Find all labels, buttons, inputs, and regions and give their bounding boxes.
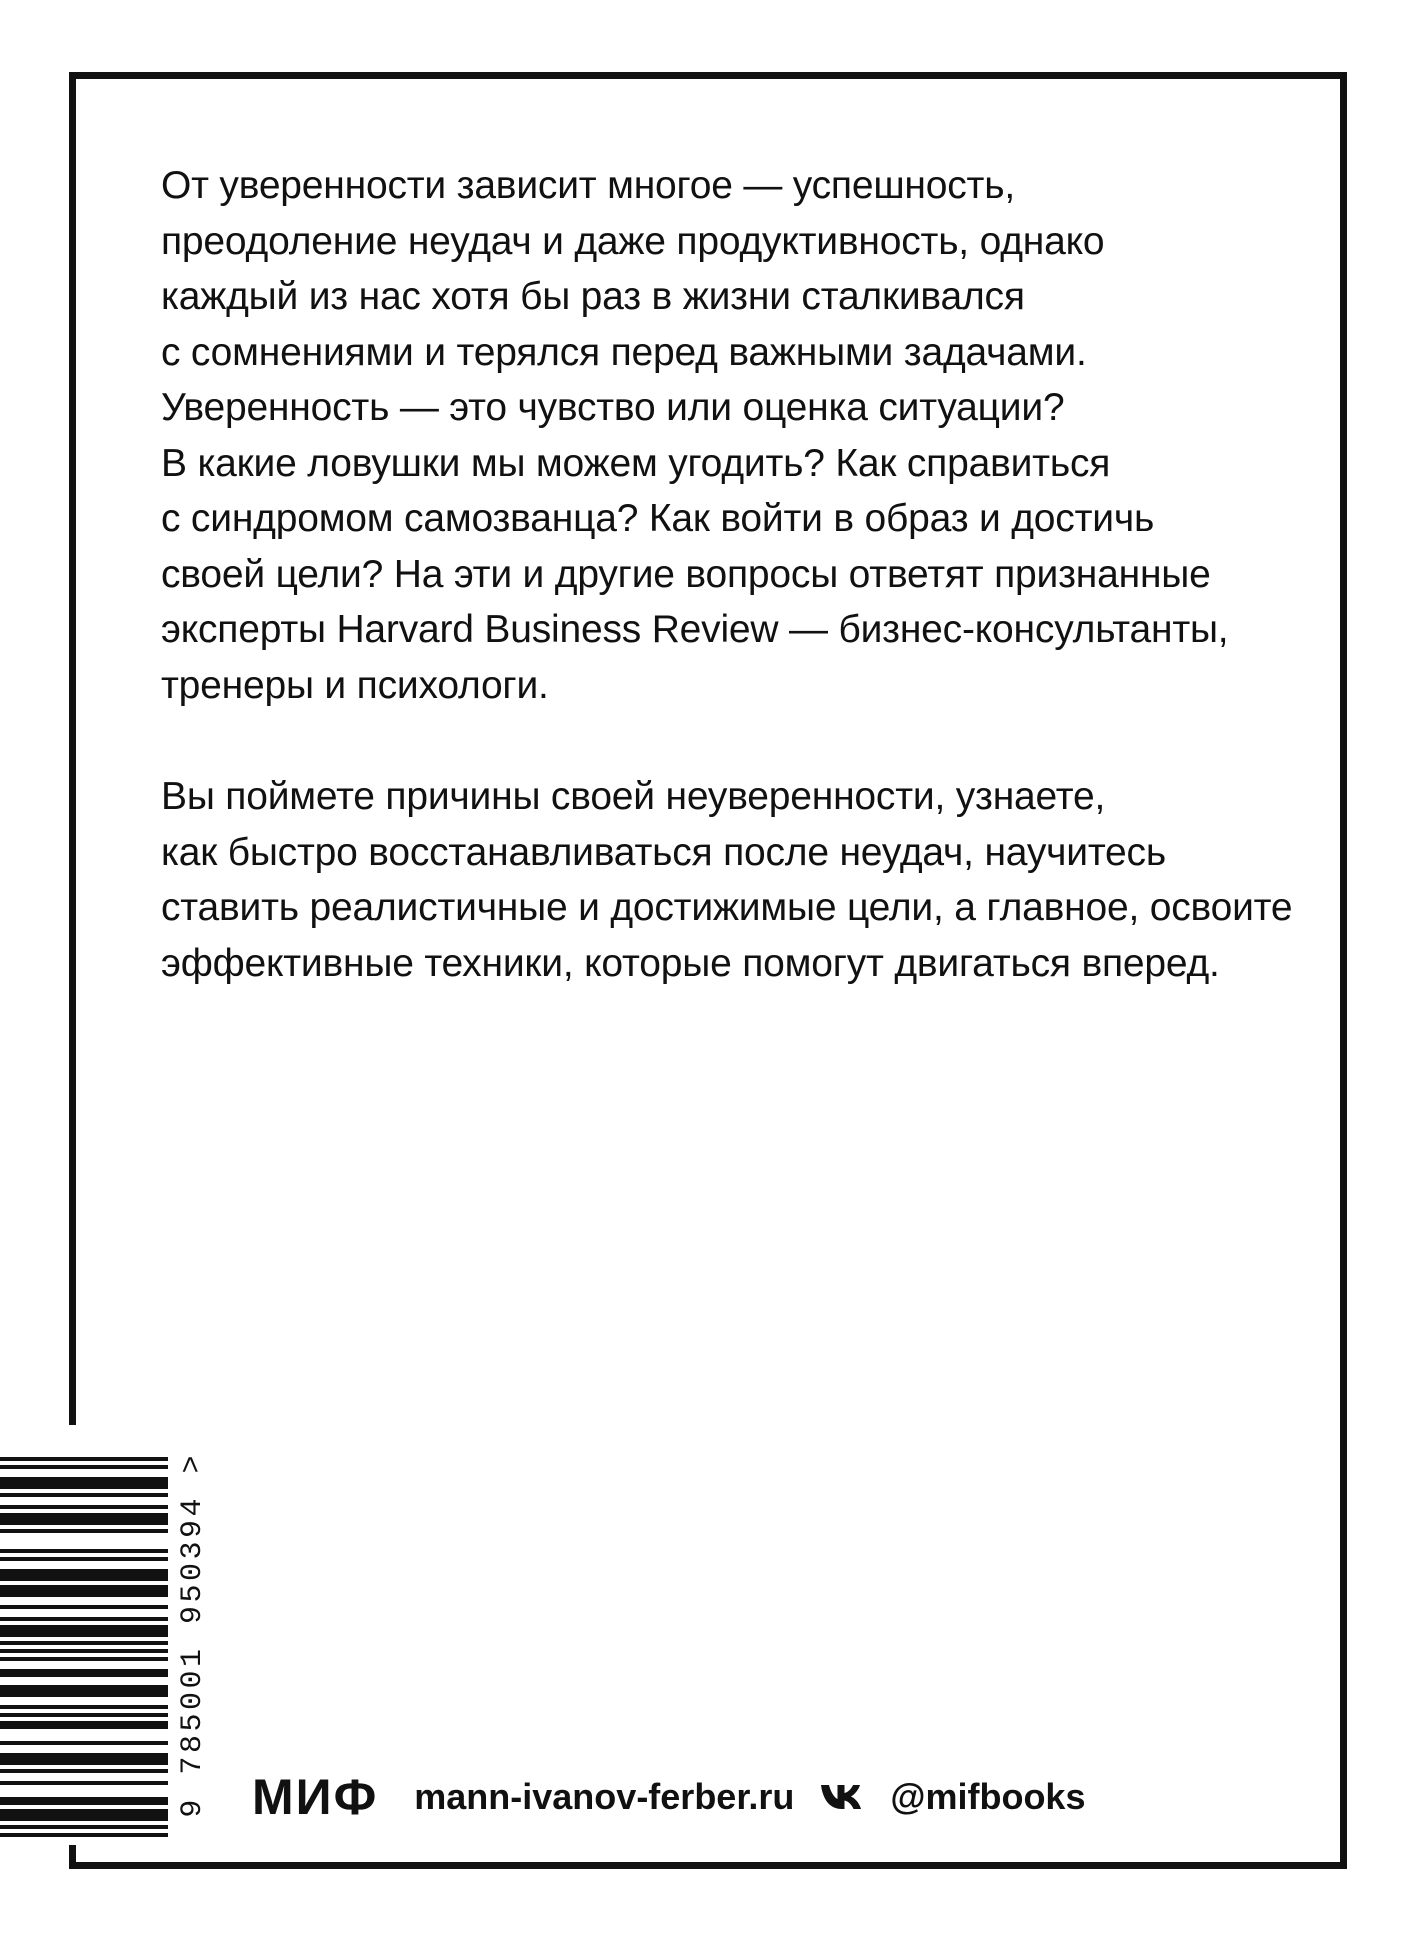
barcode-bar (0, 1761, 168, 1765)
text-line: ставить реалистичные и достижимые цели, а главное, освоите (161, 886, 1293, 929)
barcode-bar (0, 1685, 168, 1689)
text-line: От уверенности зависит многое — успешность, (161, 164, 1015, 207)
barcode-bar (0, 1753, 168, 1757)
barcode-bar (0, 1481, 168, 1485)
barcode-bar (0, 1689, 168, 1693)
barcode-bar (0, 1809, 168, 1813)
publisher-footer (252, 1768, 1085, 1826)
barcode-bar (0, 1505, 168, 1509)
barcode-bar (0, 1725, 168, 1729)
vk-icon[interactable] (820, 1782, 870, 1812)
barcode-bar (0, 1629, 168, 1633)
barcode-bar (0, 1817, 168, 1821)
barcode-bar (0, 1585, 168, 1589)
barcode-bar (0, 1485, 168, 1489)
description-paragraph-2 (161, 769, 1301, 991)
text-line: с синдромом самозванца? Как войти в образ и достичь (161, 497, 1155, 540)
website-link[interactable]: mann-ivanov-ferber.ru (414, 1776, 795, 1817)
text-line: Вы поймете причины своей неуверенности, узнаете, (161, 775, 1106, 818)
barcode-bar (0, 1573, 168, 1577)
barcode-bar (0, 1493, 168, 1497)
barcode-bar (0, 1825, 168, 1829)
text-line: эффективные техники, которые помогут двигаться вперед. (161, 941, 1220, 985)
text-line: В какие ловушки мы можем угодить? Как справиться (161, 441, 1111, 485)
barcode-bar (0, 1673, 168, 1677)
barcode-bar (0, 1741, 168, 1745)
barcode-bar (0, 1457, 168, 1461)
description (161, 158, 1301, 1047)
barcode-bar (0, 1521, 168, 1525)
barcode-bar (0, 1649, 168, 1653)
text-line: Уверенность — это чувство или оценка ситуации? (161, 386, 1065, 429)
barcode-bar (0, 1797, 168, 1801)
publisher-logo: МИФ (252, 1769, 379, 1825)
barcode-bar (0, 1721, 168, 1725)
barcode-bar (0, 1625, 168, 1629)
text-line: преодоление неудач и даже продуктивность, однако (161, 219, 1105, 263)
barcode-icon (0, 1437, 168, 1837)
barcode-bar (0, 1713, 168, 1717)
barcode-bar (0, 1781, 168, 1785)
barcode-bar (0, 1769, 168, 1773)
text-line: эксперты Harvard Business Review — бизнес-консультанты, (161, 608, 1229, 651)
text-line: каждый из нас хотя бы раз в жизни сталкивался (161, 275, 1025, 318)
barcode-bar (0, 1557, 168, 1561)
barcode-bar (0, 1657, 168, 1661)
isbn-number: 9 785001 950394 > (176, 1452, 210, 1818)
barcode-bar (0, 1529, 168, 1533)
barcode-bar (0, 1589, 168, 1593)
barcode-bar (0, 1617, 168, 1621)
barcode-bar (0, 1801, 168, 1805)
text-line: с сомнениями и терялся перед важными задачами. (161, 330, 1087, 374)
barcode-bar (0, 1693, 168, 1697)
barcode-bar (0, 1757, 168, 1761)
text-line: как быстро восстанавливаться после неудач, научитесь (161, 830, 1166, 874)
description-paragraph-1 (161, 158, 1301, 713)
barcode-bar (0, 1813, 168, 1817)
barcode-bar (0, 1465, 168, 1469)
barcode-bar (0, 1705, 168, 1709)
barcode-bar (0, 1833, 168, 1837)
barcode-bar (0, 1641, 168, 1645)
barcode-bar (0, 1477, 168, 1481)
barcode-bar (0, 1633, 168, 1637)
barcode-bar (0, 1669, 168, 1673)
barcode-bar (0, 1593, 168, 1597)
barcode-bar (0, 1517, 168, 1521)
text-line: своей цели? На эти и другие вопросы ответят признанные (161, 552, 1211, 596)
barcode-bar (0, 1605, 168, 1609)
social-handle[interactable]: @mifbooks (890, 1776, 1086, 1817)
barcode-bar (0, 1569, 168, 1573)
barcode-bar (0, 1513, 168, 1517)
barcode-bar (0, 1549, 168, 1553)
barcode-bar (0, 1577, 168, 1581)
text-line: тренеры и психологи. (161, 663, 549, 707)
